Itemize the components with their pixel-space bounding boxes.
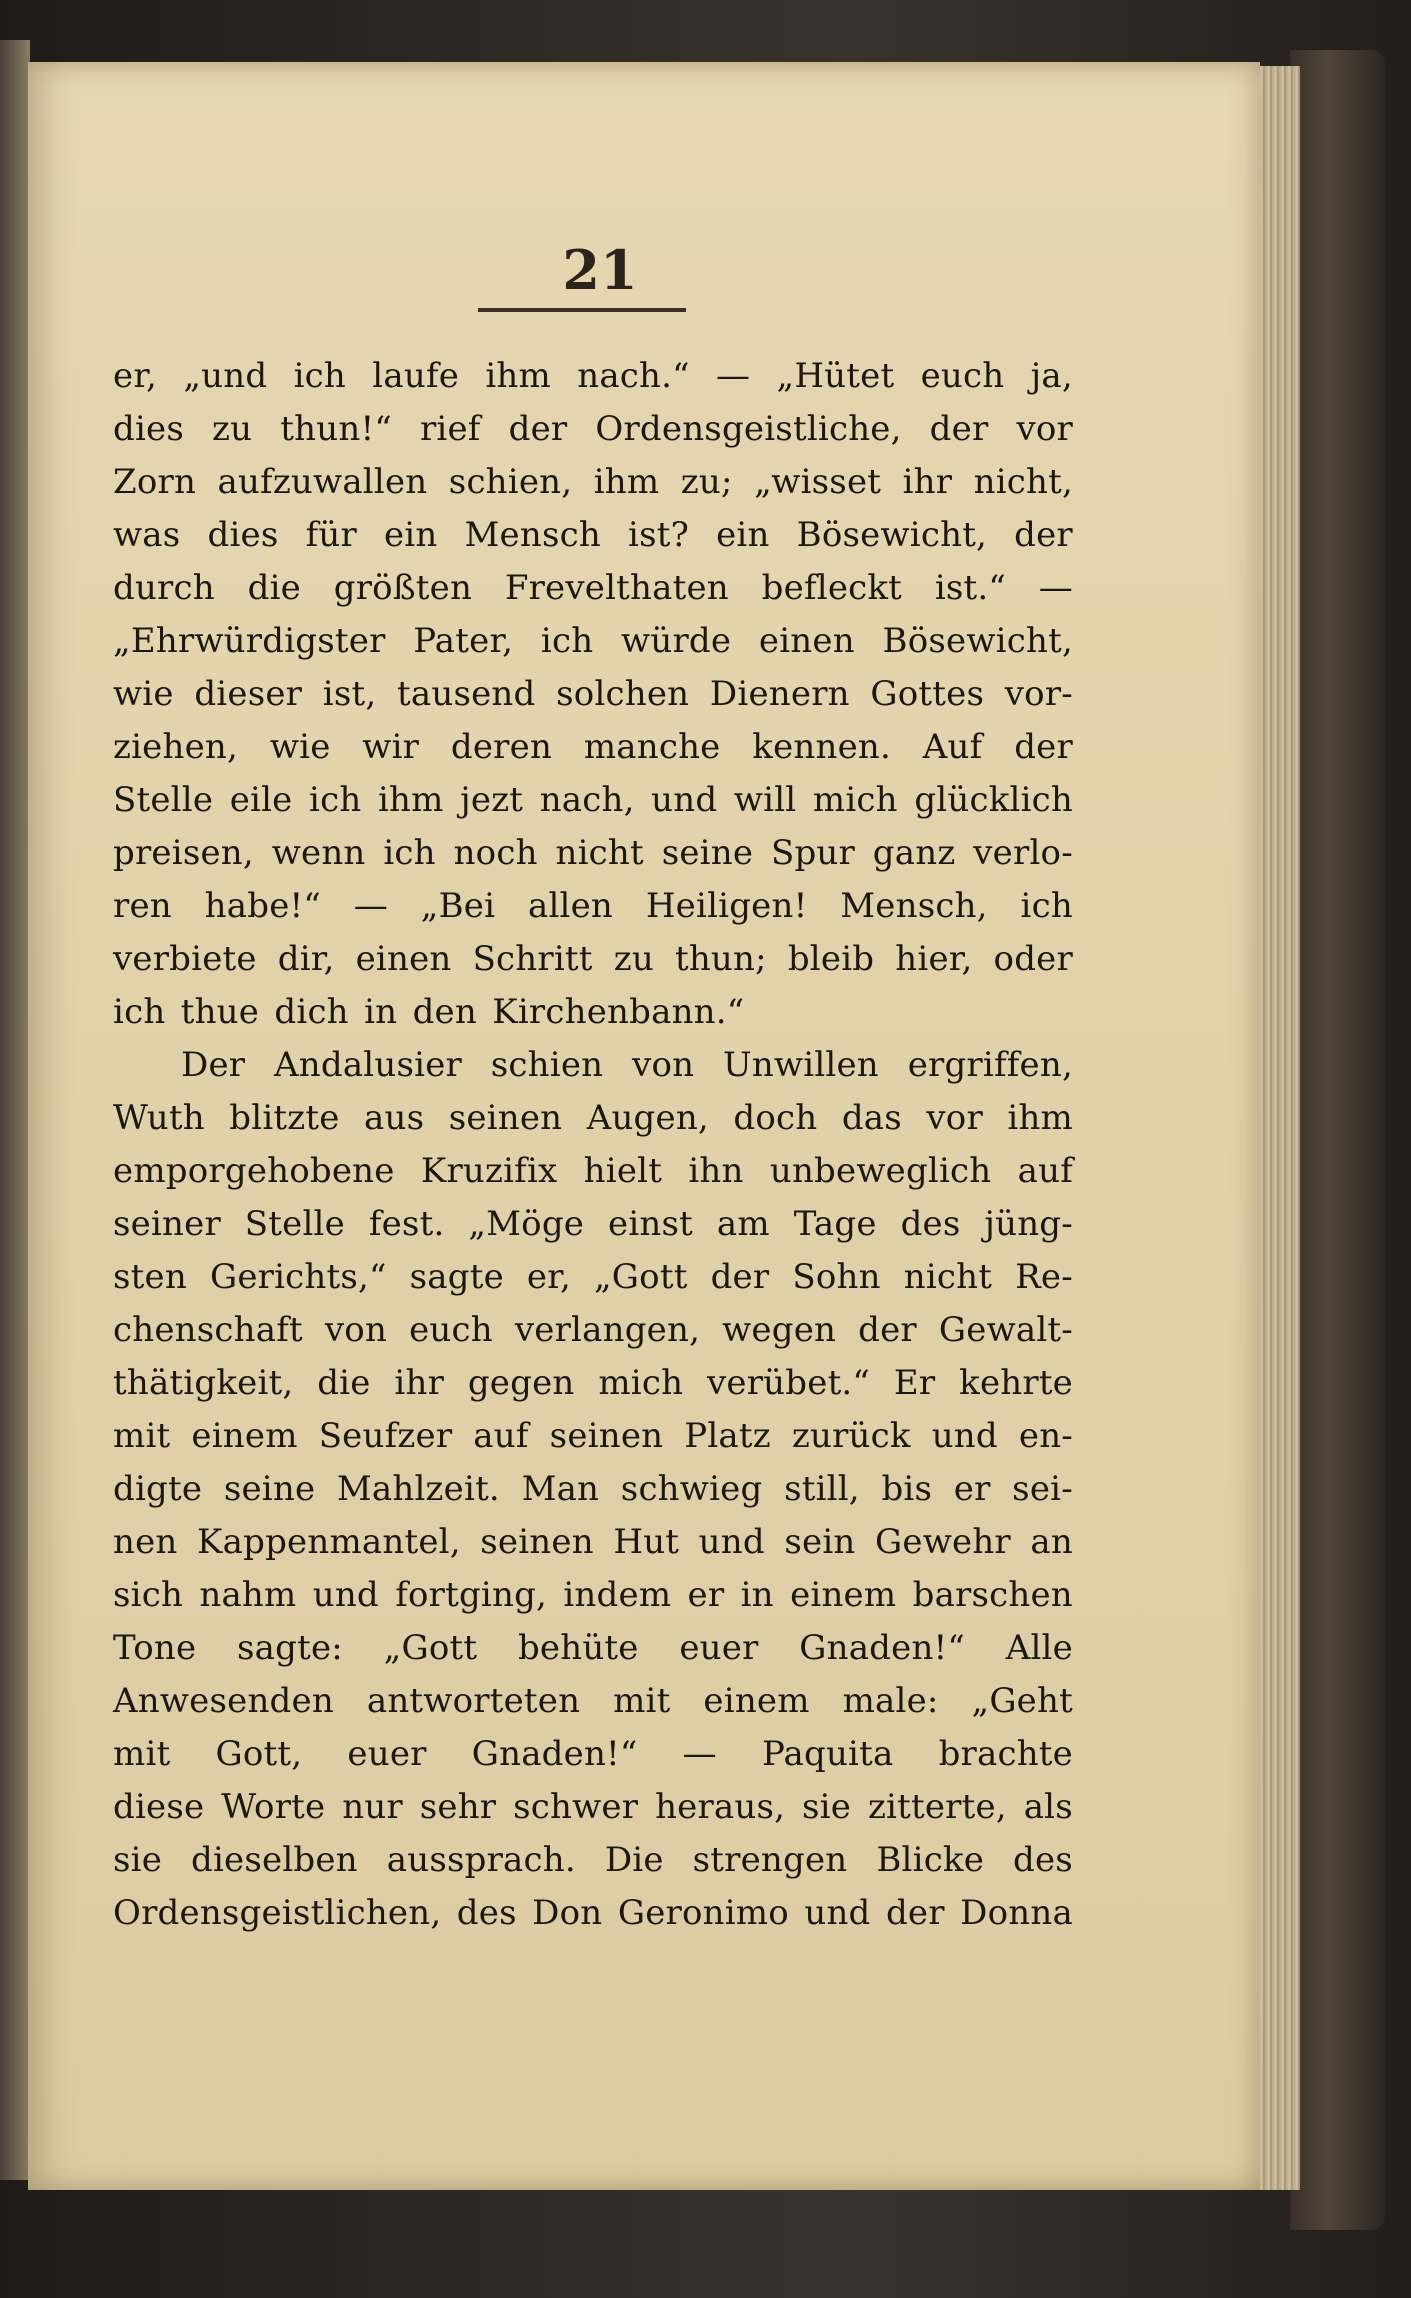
word: ihr [394,1363,445,1403]
word: dir, [277,939,335,979]
word: „Bei [420,886,496,926]
word: sehr [419,1787,497,1827]
word: dieselben [191,1840,358,1880]
word: sein [784,1522,856,1562]
word: Re- [1015,1257,1073,1297]
word: sagte [409,1257,504,1297]
word: wegen [722,1310,837,1350]
word: ein [383,515,438,555]
word: die [317,1363,371,1403]
word: ja, [1030,356,1073,396]
word: aus [364,1098,425,1138]
word: deren [450,727,553,767]
word: der [508,409,568,449]
word: Dienern [709,674,850,714]
text-line [113,827,1073,880]
word: Gerichts,“ [209,1257,387,1297]
word: Kirchenbann.“ [492,992,745,1032]
word: von [324,1310,388,1350]
word: Wuth [113,1098,205,1138]
word: thun; [674,939,767,979]
word: durch [113,568,215,608]
word: und [931,1416,998,1456]
word: jüng- [984,1204,1073,1244]
word: schwer [513,1787,639,1827]
text-line [113,1463,1073,1516]
word: Stelle [113,780,214,820]
text-line [113,562,1073,615]
word: vor [1016,409,1073,449]
word: bis [881,1469,933,1509]
word: fest. [368,1204,445,1244]
text-line [113,1357,1073,1410]
word: Kappenmantel, [197,1522,461,1562]
text-line [113,1728,1073,1781]
word: befleckt [761,568,903,608]
word: Andalusier [274,1045,462,1085]
word: Sohn [792,1257,881,1297]
word: ich [113,992,166,1032]
word: ihm [377,780,444,820]
text-line [113,986,1073,1039]
word: Geronimo [617,1893,789,1933]
word: Frevelthaten [504,568,729,608]
page-number-rule [478,308,686,312]
word: chenschaft [113,1310,303,1350]
word: vor- [1004,674,1073,714]
word: ganz [872,833,956,873]
word: und [312,1575,379,1615]
word: Gottes [870,674,985,714]
text-line [113,1622,1073,1675]
word: dies [113,409,185,449]
text-line [113,933,1073,986]
word: mit [113,1416,171,1456]
word: einen [355,939,452,979]
text-line [113,1834,1073,1887]
word: ich [309,780,362,820]
word: „Hütet [776,356,895,396]
word: Don [532,1893,603,1933]
word: aussprach. [386,1840,576,1880]
word: Mensch, [840,886,988,926]
word: laufe [372,356,460,396]
word: thue [180,992,260,1032]
word: oder [993,939,1073,979]
word: indem [563,1575,672,1615]
word: in [740,1575,774,1615]
word: Spur [770,833,855,873]
word: Kruzifix [420,1151,558,1191]
word: Der [181,1045,246,1085]
word: verübet.“ [707,1363,871,1403]
word: tausend [397,674,536,714]
text-line [113,1410,1073,1463]
word: zu [613,939,654,979]
word: verlo- [973,833,1073,873]
word: „wisset [754,462,882,502]
word: Zorn [113,462,197,502]
word: will [733,780,797,820]
word: manche [583,727,721,767]
text-line [113,615,1073,668]
word: Gewehr [875,1522,1011,1562]
word: dies [207,515,279,555]
word: bleib [787,939,875,979]
word: einem [790,1575,897,1615]
text-line [113,1251,1073,1304]
word: wir [362,727,420,767]
word: ich [540,621,594,661]
word: Pater, [413,621,514,661]
word: nahm [199,1575,297,1615]
word: heraus, [655,1787,786,1827]
text-line [113,1675,1073,1728]
word: hier, [895,939,973,979]
word: Seufzer [318,1416,453,1456]
word: ihn [688,1151,744,1191]
word: für [305,515,357,555]
book-cover-edge [1290,50,1385,2230]
word: diese [113,1787,205,1827]
word: sie [802,1787,852,1827]
word: Donna [960,1893,1073,1933]
word: Bösewicht, [882,621,1073,661]
word: würde [621,621,732,661]
word: er [953,1469,991,1509]
word: Ordensgeistliche, [595,409,902,449]
word: die [247,568,301,608]
word: auf [473,1416,529,1456]
word: er, [113,356,158,396]
word: ren [113,886,172,926]
word: nicht [555,833,644,873]
word: Tage [793,1204,877,1244]
text-line [113,668,1073,721]
word: — [716,356,751,396]
word: — [353,886,388,926]
word: jezt [460,780,524,820]
word: Gott, [215,1734,303,1774]
previous-page-edge [0,40,30,2180]
word: „Möge [468,1204,585,1244]
text-line [113,1039,1073,1092]
text-line [113,403,1073,456]
word: Platz [684,1416,771,1456]
word: nach, [539,780,635,820]
word: der [885,1893,945,1933]
word: nicht, [973,462,1073,502]
word: nicht [903,1257,993,1297]
word: thätigkeit, [113,1363,294,1403]
word: wie [113,674,174,714]
word: einst [608,1204,694,1244]
word: vor [926,1098,983,1138]
word: glücklich [914,780,1073,820]
word: barschen [912,1575,1073,1615]
text-line [113,1781,1073,1834]
text-line [113,1569,1073,1622]
word: Tone [113,1628,197,1668]
word: noch [453,833,538,873]
word: des [456,1893,517,1933]
word: schien [490,1045,604,1085]
word: — [1038,568,1073,608]
word: Augen, [586,1098,709,1138]
word: Er [893,1363,936,1403]
word: wie [269,727,331,767]
word: blitzte [229,1098,340,1138]
word: Blicke [876,1840,985,1880]
word: Alle [1005,1628,1073,1668]
body-text [113,350,1073,1940]
word: Schritt [472,939,593,979]
word: euch [920,356,1005,396]
word: ergriffen, [907,1045,1073,1085]
word: des [900,1204,961,1244]
word: nen [113,1522,178,1562]
word: rief [419,409,481,449]
word: solchen [556,674,690,714]
word: antworteten [366,1681,581,1721]
word: der [1014,727,1073,767]
word: und [698,1522,765,1562]
word: preisen, [113,833,254,873]
word: schien, [448,462,573,502]
word: und [804,1893,871,1933]
word: ich [1020,886,1073,926]
word: zu; [680,462,733,502]
word: er, [526,1257,571,1297]
text-line [113,350,1073,403]
word: in [364,992,398,1032]
word: der [1014,515,1073,555]
word: einen [758,621,855,661]
word: seinen [480,1522,594,1562]
word: Man [521,1469,600,1509]
word: emporgehobene [113,1151,395,1191]
word: kennen. [752,727,892,767]
text-line [113,1887,1073,1940]
word: seine [661,833,754,873]
word: „Geht [971,1681,1073,1721]
word: Anwesenden [113,1681,334,1721]
word: Unwillen [723,1045,879,1085]
word: „Gott [383,1628,478,1668]
page-number: 21 [562,238,638,302]
word: „Ehrwürdigster [113,621,386,661]
word: — [682,1734,717,1774]
word: mich [598,1363,684,1403]
word: einem [703,1681,810,1721]
word: der [858,1310,917,1350]
text-line [113,880,1073,933]
word: Mahlzeit. [336,1469,500,1509]
text-line [113,509,1073,562]
word: nach.“ [577,356,690,396]
word: mit [613,1681,671,1721]
word: Die [604,1840,664,1880]
word: Gewalt- [938,1310,1073,1350]
word: euer [347,1734,427,1774]
word: still, [784,1469,860,1509]
word: euch [409,1310,493,1350]
word: sten [113,1257,187,1297]
word: am [716,1204,770,1244]
word: brachte [938,1734,1073,1774]
word: einem [191,1416,298,1456]
word: der [710,1257,770,1297]
word: seinen [448,1098,563,1138]
text-line [113,1516,1073,1569]
word: was [113,515,181,555]
word: seiner [113,1204,221,1244]
word: und [651,780,718,820]
word: sei- [1012,1469,1073,1509]
word: ihm [485,356,551,396]
word: sich [113,1575,184,1615]
word: Ordensgeistlichen, [113,1893,442,1933]
word: doch [733,1098,818,1138]
word: Gnaden!“ [471,1734,638,1774]
word: kehrte [959,1363,1073,1403]
word: zitterte, [867,1787,1007,1827]
word: Worte [221,1787,326,1827]
word: ziehen, [113,727,239,767]
word: ihm [593,462,660,502]
word: mich [812,780,898,820]
text-line [113,721,1073,774]
word: verlangen, [514,1310,701,1350]
word: seine [223,1469,316,1509]
word: Paquita [761,1734,894,1774]
word: male: [842,1681,939,1721]
word: fortging, [395,1575,548,1615]
text-line [113,1304,1073,1357]
word: thun!“ [280,409,392,449]
word: größten [333,568,473,608]
word: Stelle [244,1204,345,1244]
word: zu [212,409,253,449]
text-line [113,1198,1073,1251]
word: ich [293,356,347,396]
word: an [1030,1522,1073,1562]
word: er [687,1575,725,1615]
word: Heiligen! [645,886,808,926]
text-line [113,774,1073,827]
word: dieser [194,674,303,714]
word: Gnaden!“ [799,1628,965,1668]
word: ist.“ [934,568,1006,608]
text-line [113,1092,1073,1145]
word: ist? [628,515,690,555]
word: ist, [322,674,377,714]
word: den [412,992,477,1032]
word: strengen [692,1840,848,1880]
word: wenn [271,833,366,873]
word: euer [679,1628,759,1668]
word: Bösewicht, [796,515,988,555]
word: ich [383,833,436,873]
word: mit [113,1734,171,1774]
word: ihr [902,462,953,502]
word: „und [183,356,268,396]
word: Mensch [464,515,601,555]
word: der [929,409,989,449]
word: aufzuwallen [217,462,428,502]
word: „Gott [593,1257,688,1297]
word: sagte: [237,1628,343,1668]
word: ihm [1007,1098,1073,1138]
word: en- [1018,1416,1073,1456]
word: eile [229,780,293,820]
word: schwieg [620,1469,763,1509]
word: ein [716,515,770,555]
word: nur [342,1787,403,1827]
word: als [1023,1787,1073,1827]
word: auf [1017,1151,1073,1191]
word: Hut [613,1522,680,1562]
word: Auf [922,727,983,767]
word: gegen [467,1363,575,1403]
word: digte [113,1469,203,1509]
word: unbeweglich [769,1151,992,1191]
word: das [841,1098,902,1138]
text-line [113,456,1073,509]
word: hielt [583,1151,663,1191]
text-line [113,1145,1073,1198]
word: habe!“ [204,886,321,926]
word: verbiete [113,939,257,979]
word: behüte [517,1628,639,1668]
word: dich [274,992,349,1032]
word: von [632,1045,695,1085]
word: des [1013,1840,1073,1880]
word: sie [113,1840,163,1880]
word: zurück [791,1416,911,1456]
word: seinen [549,1416,664,1456]
word: allen [527,886,614,926]
